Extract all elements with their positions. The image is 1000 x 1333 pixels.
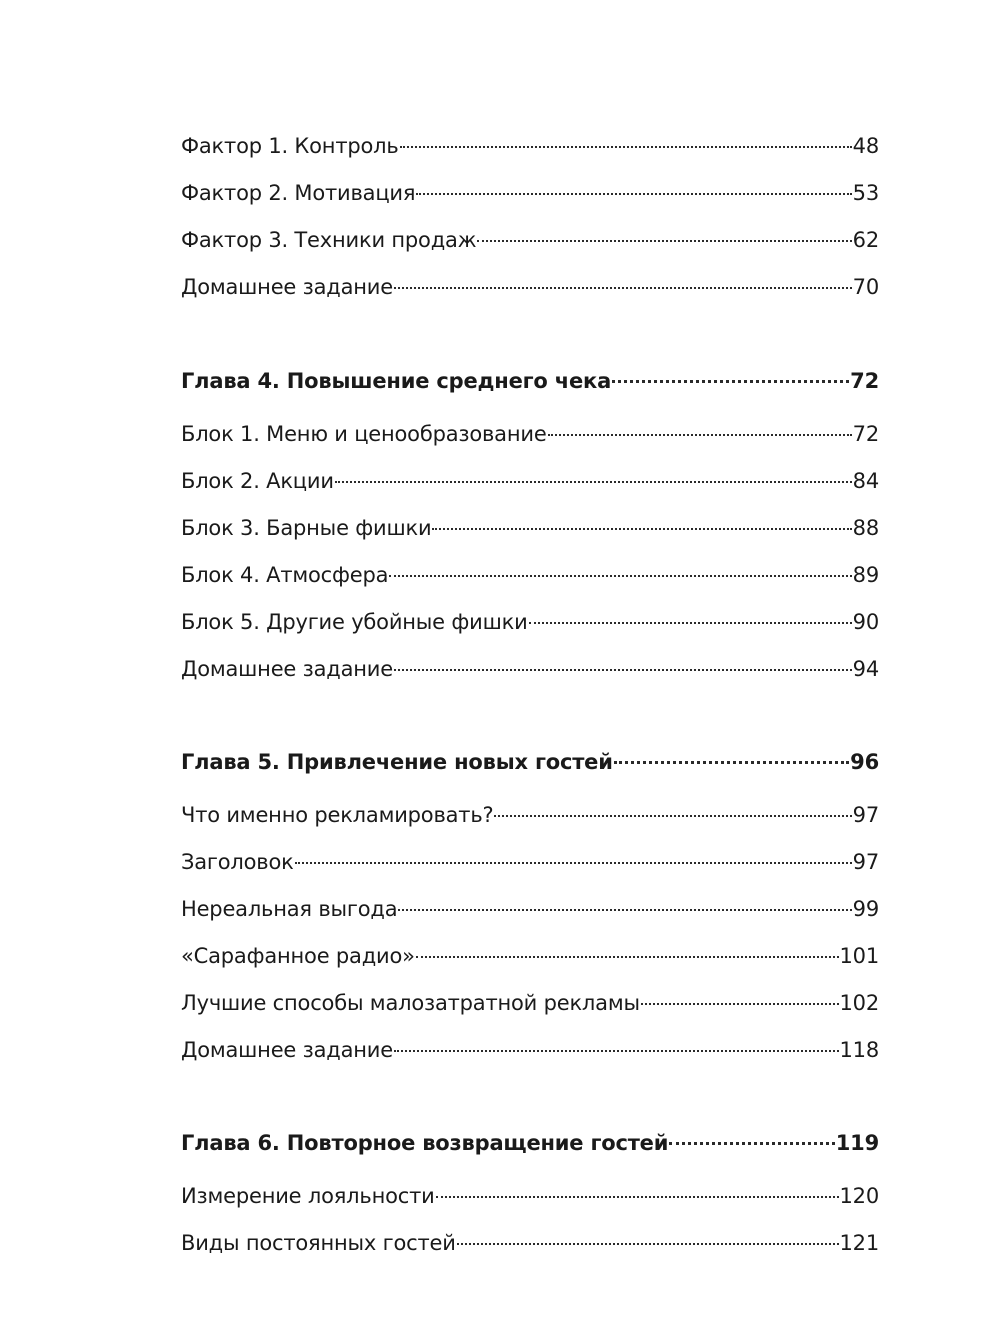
chapter-heading[interactable] xyxy=(181,1129,879,1157)
toc-entry-title: Домашнее задание xyxy=(181,657,393,681)
chapter-heading[interactable] xyxy=(181,367,879,395)
toc-entry[interactable] xyxy=(181,514,879,542)
toc-entry-page: 97 xyxy=(852,803,879,827)
toc-entry-page: 72 xyxy=(852,422,879,446)
dot-leader xyxy=(389,575,851,577)
toc-entry[interactable] xyxy=(181,608,879,636)
toc-entry-title: Блок 2. Акции xyxy=(181,469,334,493)
toc-entry-page: 62 xyxy=(852,228,879,252)
toc-entry[interactable] xyxy=(181,895,879,923)
chapter-heading[interactable] xyxy=(181,748,879,776)
toc-entry[interactable] xyxy=(181,942,879,970)
toc-entry-title: Нереальная выгода xyxy=(181,897,398,921)
toc-entry-title: Домашнее задание xyxy=(181,275,393,299)
dot-leader xyxy=(295,862,852,864)
dot-leader xyxy=(548,434,852,436)
toc-entry-title: Блок 1. Меню и ценообразование xyxy=(181,422,547,446)
dot-leader xyxy=(477,240,851,242)
toc-entry-title: Что именно рекламировать? xyxy=(181,803,494,827)
dot-leader xyxy=(398,909,851,911)
toc-entry-title: Домашнее задание xyxy=(181,1038,393,1062)
toc-entry[interactable] xyxy=(181,1182,879,1210)
toc-entry[interactable] xyxy=(181,989,879,1017)
dot-leader xyxy=(416,956,839,958)
toc-entry-page: 53 xyxy=(852,181,879,205)
toc-entry[interactable] xyxy=(181,1036,879,1064)
dot-leader xyxy=(457,1243,839,1245)
chapter-title: Глава 4. Повышение среднего чека xyxy=(181,369,612,393)
toc-entry[interactable] xyxy=(181,273,879,301)
chapter-page: 96 xyxy=(850,750,879,774)
toc-entry[interactable] xyxy=(181,801,879,829)
chapter-page: 72 xyxy=(850,369,879,393)
toc-entry-page: 94 xyxy=(852,657,879,681)
toc-entry-title: Виды постоянных гостей xyxy=(181,1231,456,1255)
dot-leader xyxy=(400,146,852,148)
toc-entry[interactable] xyxy=(181,848,879,876)
toc-entry-page: 84 xyxy=(852,469,879,493)
dot-leader xyxy=(494,815,851,817)
toc-entry-page: 99 xyxy=(852,897,879,921)
toc-entry[interactable] xyxy=(181,561,879,589)
toc-entry-page: 101 xyxy=(839,944,879,968)
toc-entry-title: Измерение лояльности xyxy=(181,1184,435,1208)
dot-leader xyxy=(394,287,852,289)
table-of-contents xyxy=(181,0,879,1333)
chapter-page: 119 xyxy=(835,1131,879,1155)
dot-leader xyxy=(614,761,849,764)
dot-leader xyxy=(641,1003,839,1005)
toc-entry-page: 97 xyxy=(852,850,879,874)
chapter-title: Глава 6. Повторное возвращение гостей xyxy=(181,1131,669,1155)
toc-entry[interactable] xyxy=(181,226,879,254)
toc-entry-page: 89 xyxy=(852,563,879,587)
toc-entry[interactable] xyxy=(181,1229,879,1257)
toc-entry-page: 88 xyxy=(852,516,879,540)
dot-leader xyxy=(416,193,851,195)
toc-entry-title: «Сарафанное радио» xyxy=(181,944,415,968)
dot-leader xyxy=(612,380,849,383)
toc-entry[interactable] xyxy=(181,467,879,495)
toc-entry[interactable] xyxy=(181,179,879,207)
toc-entry-title: Фактор 1. Контроль xyxy=(181,134,399,158)
toc-entry-title: Фактор 3. Техники продаж xyxy=(181,228,477,252)
dot-leader xyxy=(335,481,852,483)
toc-entry-page: 120 xyxy=(839,1184,879,1208)
toc-entry-title: Фактор 2. Мотивация xyxy=(181,181,416,205)
dot-leader xyxy=(394,1050,839,1052)
toc-entry-title: Заголовок xyxy=(181,850,294,874)
toc-entry-page: 70 xyxy=(852,275,879,299)
toc-entry-page: 118 xyxy=(839,1038,879,1062)
dot-leader xyxy=(394,669,852,671)
dot-leader xyxy=(436,1196,839,1198)
toc-entry-title: Блок 3. Барные фишки xyxy=(181,516,432,540)
toc-entry[interactable] xyxy=(181,132,879,160)
toc-entry-page: 102 xyxy=(839,991,879,1015)
dot-leader xyxy=(432,528,851,530)
dot-leader xyxy=(669,1142,835,1145)
chapter-title: Глава 5. Привлечение новых гостей xyxy=(181,750,613,774)
toc-entry-title: Лучшие способы малозатратной рекламы xyxy=(181,991,640,1015)
toc-entry-page: 121 xyxy=(839,1231,879,1255)
toc-entry-page: 90 xyxy=(852,610,879,634)
toc-entry[interactable] xyxy=(181,420,879,448)
toc-entry[interactable] xyxy=(181,655,879,683)
toc-entry-page: 48 xyxy=(852,134,879,158)
dot-leader xyxy=(529,622,852,624)
toc-entry-title: Блок 4. Атмосфера xyxy=(181,563,389,587)
toc-entry-title: Блок 5. Другие убойные фишки xyxy=(181,610,528,634)
